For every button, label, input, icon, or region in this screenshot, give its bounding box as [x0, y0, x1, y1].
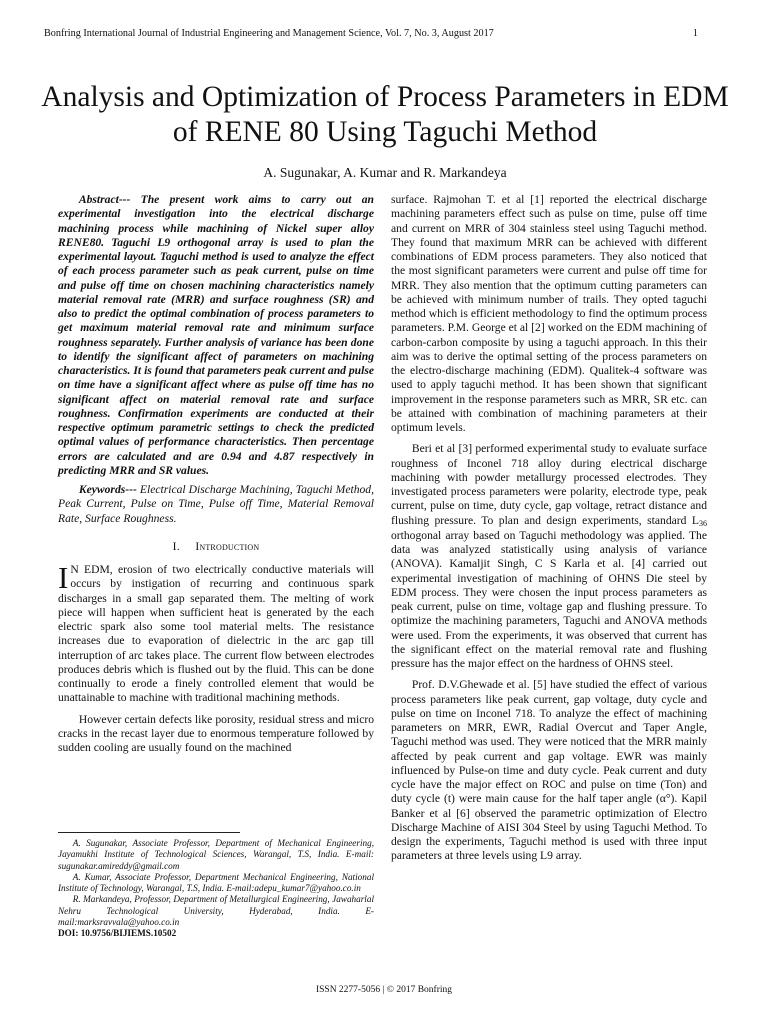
keywords-text: Electrical Discharge Machining, Taguchi Method, Peak Current, Pulse on Time, Pulse off Time, Material Removal Rate, Surface Roughness. — [58, 483, 374, 525]
author-footnotes — [58, 838, 374, 939]
abstract — [58, 193, 374, 478]
right-paragraph-3: Prof. D.V.Ghewade et al. [5] have studied the effect of various process parameters like peak current, gap voltage, duty cycle and pulse on time on Inconel 718. To analyze the effect of machining parameters on MRR, EWR, Radial Overcut and Taper Angle, Taguchi method was used. They were noticed that the MRR mainly affected by peak current and gap voltage. EWR was mainly influenced by Pulse-on time and duty cycle. Peak current and duty cycle have the major effect on ROC and pulse on time (Ton) and duty cycle (t) were main cause for the half taper angle (α°). Kapil Banker et al [6] observed the parametric optimization of Electro Discharge Machine of AISI 304 Steel by using Taguchi Method. To design the experiments, Taguchi method is used with three input parameters at three levels using L9 array. — [391, 678, 707, 863]
abstract-label: Abstract--- — [78, 193, 131, 206]
section-number: I. — [172, 539, 180, 553]
footnote-author-2: A. Kumar, Associate Professor, Department Mechanical Engineering, National Institute of Technology, Warangal, T.S, India. E-mail:adepu_kumar7@yahoo.co.in — [58, 871, 374, 893]
doi: DOI: 10.9756/BIJIEMS.10502 — [58, 928, 177, 938]
right-paragraph-2-end: orthogonal array based on Taguchi methodology was applied. The data was analyzed statistically using analysis of variance (ANOVA). Kamaljit Singh, C S Karla et al. [4] carried out experimental investigation of machining of OHNS Die steel by EDM process. They were chosen the input process parameters as peak current, pulse on time, voltage gap and flushing pressure. To optimize the machining parameters, Taguchi and ANOVA methods were used. From the experiments, it was observed that current has the significant effect on the material removal rate and flushing pressure has the major effect on the hardness of OHNS steel. — [391, 528, 707, 670]
right-paragraph-2 — [391, 442, 707, 671]
journal-citation: Bonfring International Journal of Industrial Engineering and Management Science, Vol. 7, No. 3, August 2017 — [44, 28, 494, 39]
page-number: 1 — [692, 28, 698, 39]
footnote-author-1: A. Sugunakar, Associate Professor, Department of Mechanical Engineering, Jayamukhi Institute of Technological Sciences, Warangal, T.S, India. E-mail: sugunakar.amireddy@gmail.com — [58, 838, 374, 871]
array-subscript: 36 — [699, 518, 707, 528]
right-paragraph-1: surface. Rajmohan T. et al [1] reported the electrical discharge machining parameters effect such as pulse on time, pulse off time and current on MRR of 304 stainless steel using Taguchi method. They found that maximum MRR can be achieved with different combinations of EDM process parameters. They also noticed that the most significant parameters were current and pulse off time for MRR. They also mention that the optimum cutting parameters can be achieved with minimum number of trails. They opted taguchi method which is efficient methodology to find the optimum process parameters. P.M. George et al [2] worked on the EDM machining of carbon-carbon composite by using a taguchi approach. In this their aim was to derive the optimal setting of the process parameters on the electro-discharge machining (EDM). Qualitek-4 software was used to apply taguchi method. It has been shown that significant improvement in the response parameters such as MRR, SR etc. can be attained with combination of machining parameters at their optimum levels. — [391, 193, 707, 434]
drop-cap: I — [58, 560, 69, 595]
author-list: A. Sugunakar, A. Kumar and R. Markandeya — [263, 165, 507, 180]
section-heading-introduction — [58, 540, 374, 554]
left-column — [58, 193, 374, 755]
intro-paragraph-2: However certain defects like porosity, residual stress and micro cracks in the recast layer due to enormous temperature followed by sudden cooling are usually found on the machined — [58, 712, 374, 754]
intro-paragraph-1 — [58, 560, 374, 706]
footnote-divider — [58, 832, 240, 833]
keywords — [58, 483, 374, 526]
right-column — [391, 193, 707, 864]
paper-title: Analysis and Optimization of Process Parameters in EDM of RENE 80 Using Taguchi Method — [41, 81, 729, 148]
keywords-label: Keywords--- — [78, 483, 137, 496]
footnote-author-3: R. Markandeya, Professor, Department of Metallurgical Engineering, Jawaharlal Nehru Technological University, Hyderabad, India. E-mail:marksravvala@yahoo.co.in — [58, 894, 374, 927]
page-footer: ISSN 2277-5056 | © 2017 Bonfring — [315, 985, 453, 995]
intro-paragraph-1-text: N EDM, erosion of two electrically conductive materials will occurs by instigation of recurring and continuous spark discharges in a small gap separated them. The melting of work piece will happen when sufficient heat is generated by the each electric spark also some tool material melts. The resistance increases due to evaporation of dielectric in the arc gap till interruption of arc takes place. The current flow between electrodes produces debris which is flushed out by the fluid. This can be done continually to erode a finely controlled element that would be unattainable to machine with traditional machining methods. — [58, 563, 374, 705]
running-header — [44, 27, 698, 40]
abstract-text: The present work aims to carry out an experimental investigation into the electrical discharge machining process while machining of Nickel super alloy RENE80. Taguchi L9 orthogonal array is used to plan the experimental layout. Taguchi method is used to analyze the effect of each process parameter such as peak current, pulse on time and pulse off time on chosen machining characteristics namely material removal rate (MRR) and surface roughness (SR) and also to predict the optimal combination of process parameters to get maximum material removal rate and minimum surface roughness separately. Further analysis of variance has been done to identify the significant affect of parameters on machining characteristics. It is found that parameters peak current and pulse on time have a significant affect where as pulse off time has no significant affect on material removal rate and surface roughness. Confirmation experiments are conducted at their respective optimum parametric settings to check the predicted optimal values of performance characteristics. Then percentage errors are calculated and are 0.94 and 4.87 respectively in predicting MRR and SR values. — [58, 193, 374, 477]
section-title: Introduction — [195, 539, 260, 553]
right-paragraph-2-start: Beri et al [3] performed experimental study to evaluate surface roughness of Inconel 718 alloy during electrical discharge machining with powder metallurgy processed electrodes. They investigated process parameters were polarity, electrode type, peak current, pulse on time, duty cycle, gap voltage, retract distance and flushing pressure. To plan and design experiments, standard L — [391, 442, 707, 527]
